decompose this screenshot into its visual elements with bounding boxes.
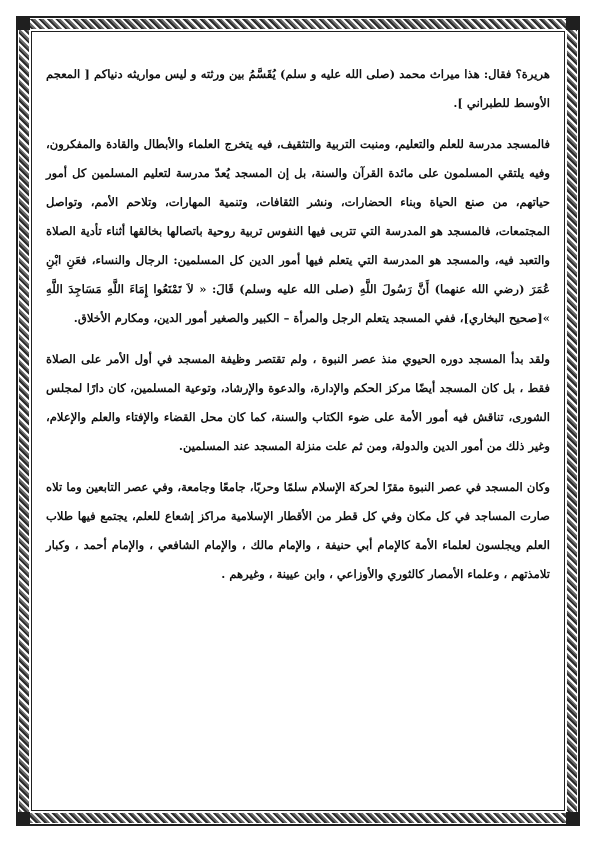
border-corner-ornament	[566, 18, 578, 30]
paragraph-mosque-role-prophethood: ولقد بدأ المسجد دوره الحيوي منذ عصر النبوة ، ولم تقتصر وظيفة المسجد في أول الأمر على الصلاة فقط ، بل كان المسجد أيضًا مركز الحكم والإدارة، والدعوة والإرشاد، وتوعية المسلمين، كان دارًا لمجلس الشورى، تناقش فيه أمور الأمة على ضوء الكتاب والسنة، كما كان محل القضاء والإفتاء والعلم والإعلام، وغير ذلك من أمور الدين والدولة، ومن ثم علت منزلة المسجد عند المسلمين.	[46, 352, 550, 453]
paragraph-hadith-ending: هريرة؟ فقال: هذا ميراث محمد (صلى الله عليه و سلم) يُقَسَّمُ بين ورثته و ليس مواريثه دنياكم [ المعجم الأوسط للطبراني ].	[46, 67, 550, 110]
paragraph-mosque-centers-of-knowledge: وكان المسجد في عصر النبوة مقرًا لحركة الإسلام سلمًا وحربًا، جامعًا وجامعة، وفي عصر التابعين وما تلاه صارت المساجد في كل مكان وفي كل قطر من الأقطار الإسلامية مراكز إشعاع للعلم، يجتمع فيها طلاب العلم ويجلسون لعلماء الأمة كالإمام أبي حنيفة ، والإمام مالك ، والإمام الشافعي ، والإمام أحمد ، وكبار تلامذتهم ، وعلماء الأمصار كالثوري والأوزاعي ، وابن عيينة ، وغيرهم .	[46, 480, 550, 581]
document-body	[46, 60, 550, 601]
border-corner-ornament	[566, 812, 578, 824]
border-corner-ornament	[18, 18, 30, 30]
border-corner-ornament	[18, 812, 30, 824]
paragraph-mosque-as-school: فالمسجد مدرسة للعلم والتعليم، ومنبت التربية والتثقيف، فيه يتخرج العلماء والأبطال والقادة والمفكرون، وفيه يلتقي المسلمون على مائدة القرآن والسنة، بل إن المسجد يُعدّ مدرسة لتعليم المسلمين كل أمور حياتهم، من صنع الحياة وبناء الحضارات، ونشر الثقافات، وتنمية المهارات، وتلاحم الأمم، وتواصل المجتمعات، فالمسجد هو المدرسة التي تتربى فيها النفوس تربية روحية باتصالها بخالقها أثناء تأدية الصلاة والتعبد فيه، والمسجد هو المدرسة التي يتعلم فيها أمور الدين كل المسلمين: الرجال والنساء، فعَنِ ابْنِ عُمَرَ (رضي الله عنهما) أَنَّ رَسُولَ اللَّهِ (صلى الله عليه وسلم) قَالَ: « لاَ تَمْنَعُوا إِمَاءَ اللَّهِ مَسَاجِدَ اللَّهِ »[صحيح البخاري]، ففي المسجد يتعلم الرجل والمرأة – الكبير والصغير أمور الدين، ومكارم الأخلاق.	[46, 137, 550, 325]
